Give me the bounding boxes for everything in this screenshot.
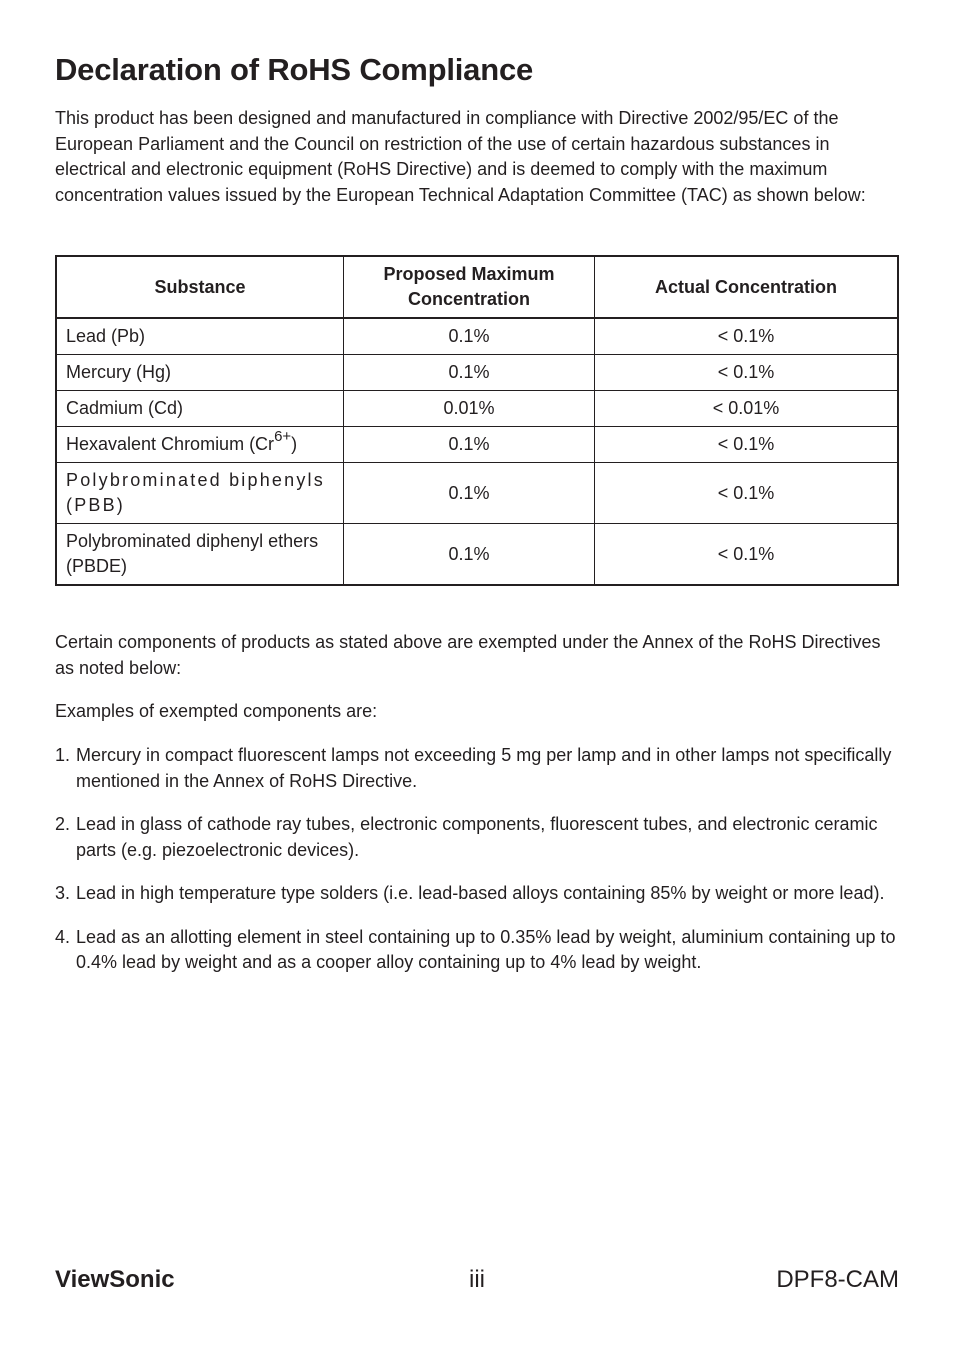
footer-model: DPF8-CAM [776,1266,899,1293]
table-row [56,463,898,524]
table-row [56,524,898,586]
intro-paragraph: This product has been designed and manufactured in compliance with Directive 2002/95/EC of the European Parliament and the Council on restriction of the use of certain hazardous substances in electrical and electronic equipment (RoHS Directive) and is deemed to comply with the maximum concentration values issued by the European Technical Adaptation Committee (TAC) as shown below: [55,108,866,205]
substance-text-end: ) [291,434,298,454]
substance-text: Hexavalent Chromium (Cr [66,434,275,454]
list-number: 2. [55,814,71,834]
table-row [56,318,898,355]
substance-cell: Mercury (Hg) [56,355,344,391]
actual-cell: < 0.1% [595,318,899,355]
list-item [55,743,899,794]
table-row [56,427,898,463]
table-row [56,391,898,427]
actual-cell: < 0.1% [595,427,899,463]
list-number: 4. [55,926,71,947]
actual-cell: < 0.1% [595,463,899,524]
substance-superscript: 6+ [274,428,292,445]
header-proposed-max: Proposed Maximum Concentration [344,256,595,318]
max-cell: 0.1% [344,524,595,586]
footer-page-number: iii [469,1266,485,1293]
table-header-row [56,256,898,318]
max-cell: 0.1% [344,427,595,463]
footer-brand: ViewSonic [55,1266,175,1293]
header-substance: Substance [56,256,344,318]
list-number: 1. [55,745,71,765]
max-cell: 0.1% [344,463,595,524]
max-cell: 0.1% [344,318,595,355]
list-text: Mercury in compact fluorescent lamps not exceeding 5 mg per lamp and in other lamps not specifically mentioned in the Annex of RoHS Directive. [76,745,892,791]
page-title: Declaration of RoHS Compliance [55,52,534,87]
list-text: Lead in high temperature type solders (i.e. lead-based alloys containing 85% by weight or more lead). [76,883,885,903]
actual-cell: < 0.01% [595,391,899,427]
exemption-list [55,743,899,994]
substance-cell: Polybrominated diphenyl ethers (PBDE) [56,524,344,586]
substance-cell [56,427,344,463]
substance-cell: Cadmium (Cd) [56,391,344,427]
list-number: 3. [55,883,71,903]
exemption-paragraph: Certain components of products as stated above are exempted under the Annex of the RoHS Directives as noted below: [55,632,881,678]
rohs-table [55,255,899,586]
header-actual: Actual Concentration [595,256,899,318]
list-text: Lead in glass of cathode ray tubes, electronic components, fluorescent tubes, and electronic ceramic parts (e.g. piezoelectronic devices). [76,814,878,860]
list-text: Lead as an allotting element in steel containing up to 0.35% lead by weight, aluminium containing up to 0.4% lead by weight and as a cooper alloy containing up to 4% lead by weight. [76,926,896,972]
list-item [55,925,899,976]
max-cell: 0.1% [344,355,595,391]
list-item [55,812,899,863]
substance-cell: Polybrominated biphenyls (PBB) [56,463,344,524]
actual-cell: < 0.1% [595,524,899,586]
table-row [56,355,898,391]
substance-cell: Lead (Pb) [56,318,344,355]
list-item [55,881,899,907]
examples-heading: Examples of exempted components are: [55,701,378,721]
max-cell: 0.01% [344,391,595,427]
actual-cell: < 0.1% [595,355,899,391]
